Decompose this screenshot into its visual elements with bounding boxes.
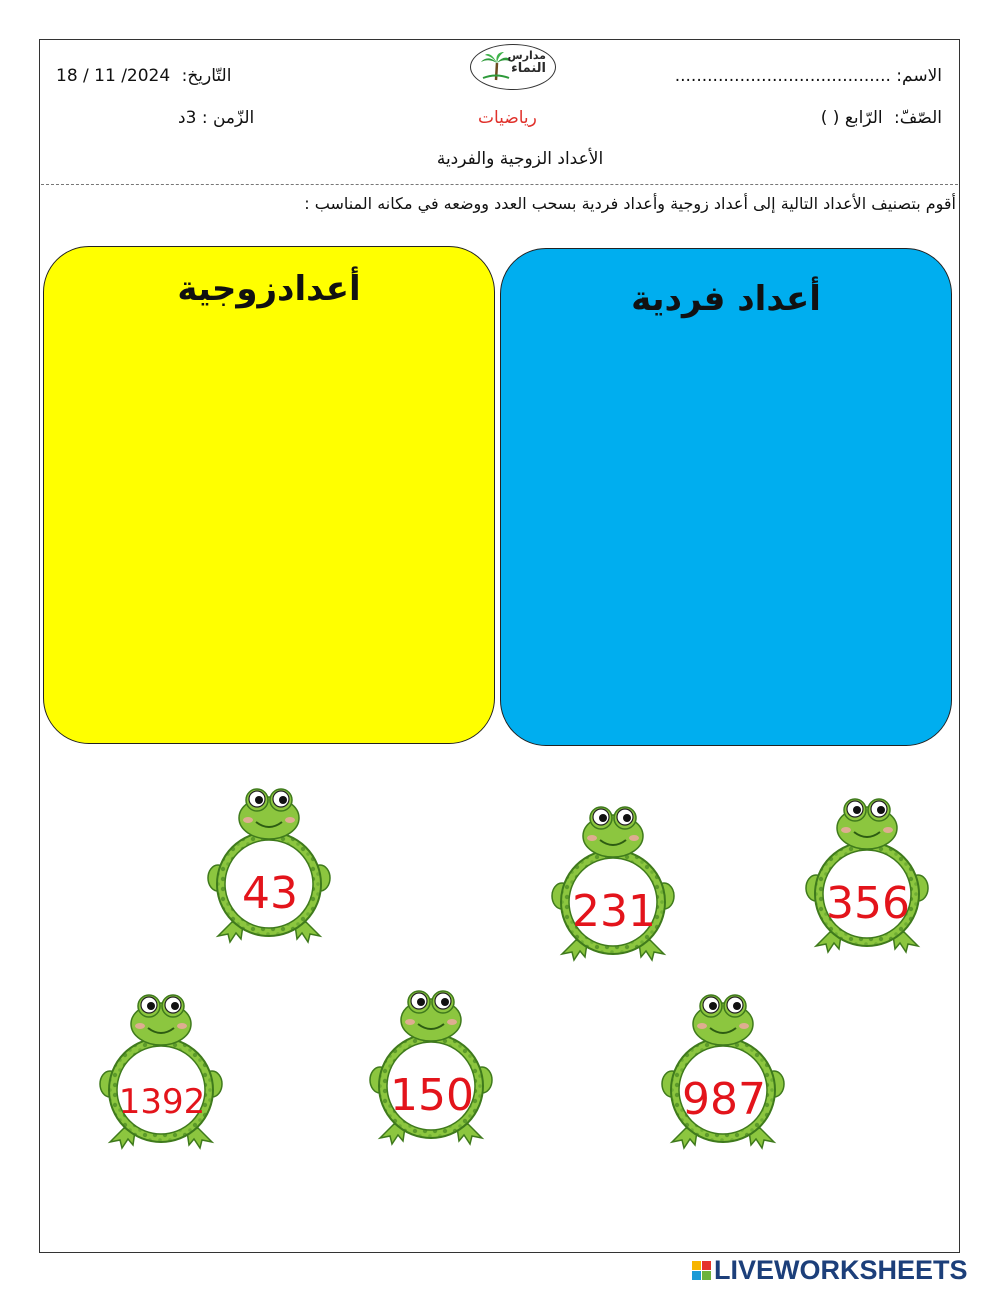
grade-value: الرّابع ( ) [820, 108, 883, 128]
name-blank[interactable]: ........................................ [674, 66, 891, 86]
grade-label: الصّفّ: [894, 108, 942, 128]
odd-dropzone-title: أعداد فردية [631, 279, 821, 319]
frog-number: 356 [826, 878, 910, 929]
name-label: الاسم: [896, 66, 942, 86]
logo-line2: النماء [511, 61, 546, 76]
grade-field [821, 108, 942, 128]
frog-number: 1392 [118, 1082, 206, 1122]
liveworksheets-cubes-icon [692, 1261, 711, 1280]
frog-icon [102, 992, 222, 1152]
time-field [178, 108, 254, 128]
frog-number-token[interactable] [210, 786, 330, 946]
liveworksheets-brand [692, 1256, 968, 1284]
frog-number: 43 [242, 868, 298, 919]
frog-number-token[interactable] [664, 992, 784, 1152]
frog-icon [210, 786, 330, 946]
frog-number: 231 [572, 886, 656, 937]
frog-icon [664, 992, 784, 1152]
instruction-text: أقوم بتصنيف الأعداد التالية إلى أعداد زوجية وأعداد فردية بسحب العدد ووضعه في مكانه المناسب : [304, 194, 956, 213]
frog-number-token[interactable] [372, 988, 492, 1148]
frog-icon [808, 796, 928, 956]
time-label: الزّمن : [201, 108, 255, 128]
frog-icon [554, 804, 674, 964]
even-numbers-dropzone[interactable] [43, 246, 495, 744]
logo-line1: مدارس [507, 49, 546, 62]
topic-title: الأعداد الزوجية والفردية [436, 149, 604, 169]
name-field [675, 66, 942, 86]
frog-number: 150 [390, 1070, 474, 1121]
frog-number-token[interactable] [102, 992, 222, 1152]
logo-text [508, 49, 546, 75]
date-value: 18 / 11 /2024 [56, 66, 171, 86]
even-dropzone-title: أعدادزوجية [177, 269, 361, 309]
frog-number-token[interactable] [808, 796, 928, 956]
frog-icon [372, 988, 492, 1148]
odd-numbers-dropzone[interactable] [500, 248, 952, 746]
frog-number-token[interactable] [554, 804, 674, 964]
brand-name: LIVEWORKSHEETS [714, 1254, 968, 1285]
school-logo [470, 44, 556, 90]
dashed-divider [41, 184, 958, 185]
date-field [56, 66, 231, 86]
date-label: التّاريخ: [181, 66, 232, 86]
subject-label: رياضيات [478, 108, 537, 128]
time-value: 3د [178, 108, 197, 128]
frog-number: 987 [682, 1074, 766, 1125]
